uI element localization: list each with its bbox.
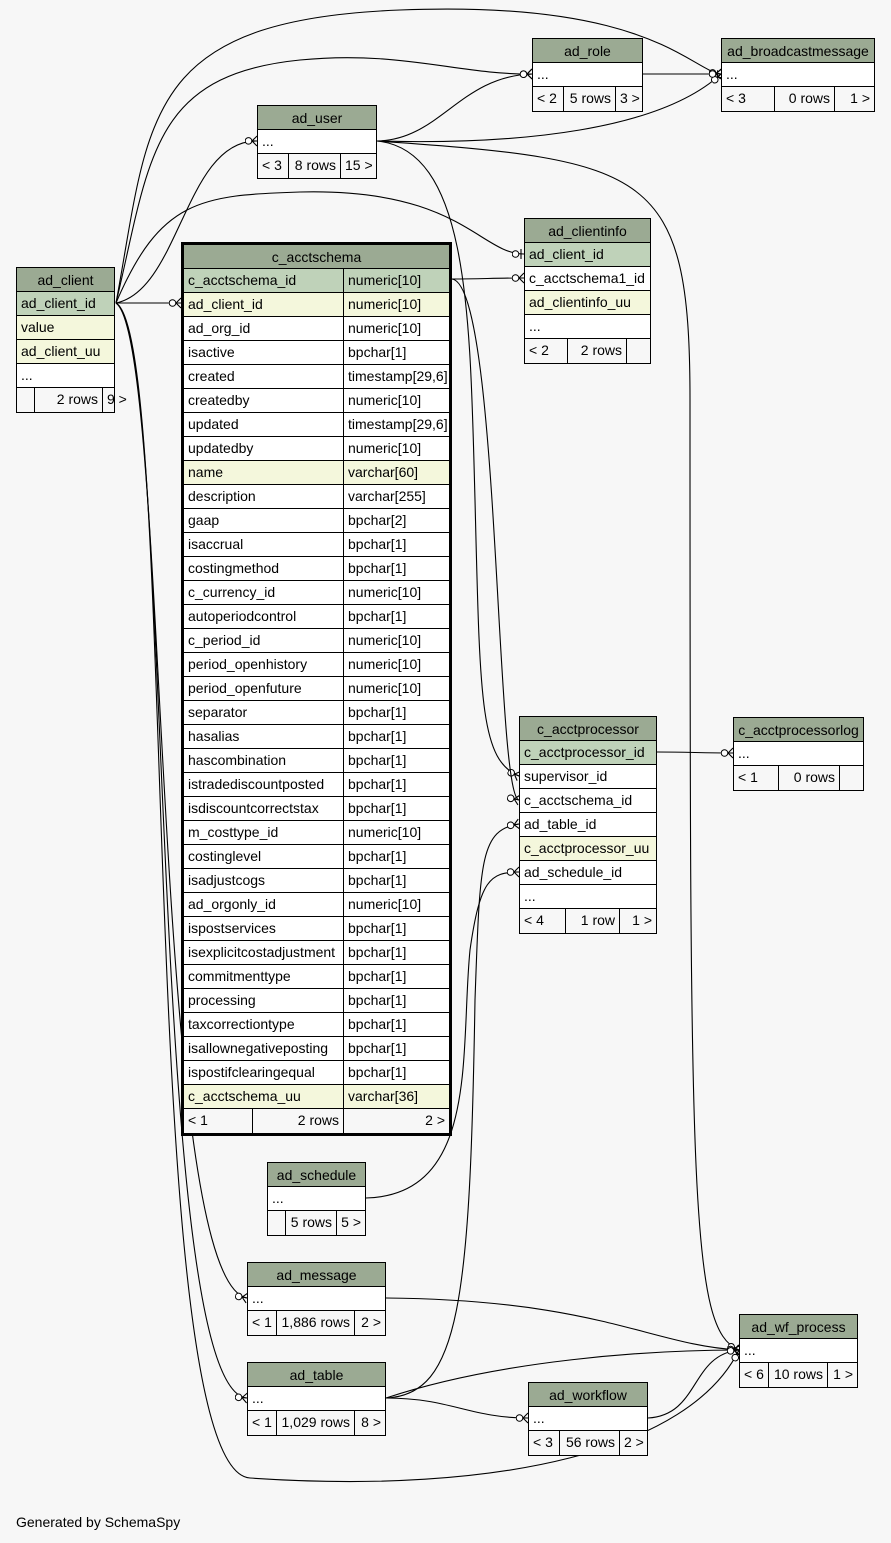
column-name: ... bbox=[726, 66, 738, 82]
edge-ad_user-ad_role bbox=[377, 74, 532, 141]
column-name: supervisor_id bbox=[524, 768, 608, 784]
column-name: ... bbox=[744, 1342, 756, 1358]
column-name: costinglevel bbox=[188, 848, 262, 864]
column-name: isactive bbox=[188, 344, 235, 360]
column-name: commitmenttype bbox=[188, 968, 291, 984]
table-header[interactable]: c_acctprocessorlog bbox=[734, 718, 863, 742]
column-type: timestamp[29,6] bbox=[343, 413, 449, 437]
column-row[interactable] bbox=[17, 316, 114, 340]
children-count[interactable] bbox=[839, 766, 863, 790]
column-row[interactable] bbox=[184, 1037, 449, 1061]
column-row[interactable] bbox=[520, 813, 656, 837]
column-row[interactable] bbox=[184, 1061, 449, 1085]
parents-count[interactable]: < 3 bbox=[726, 90, 746, 106]
table-header[interactable]: c_acctprocessor bbox=[520, 717, 656, 741]
column-row[interactable] bbox=[184, 869, 449, 893]
column-row[interactable] bbox=[184, 557, 449, 581]
children-count[interactable] bbox=[626, 339, 650, 363]
row-count[interactable]: 0 rows bbox=[778, 766, 839, 790]
column-name: c_acctschema_id bbox=[524, 792, 633, 808]
column-row[interactable] bbox=[184, 437, 449, 461]
column-row[interactable] bbox=[520, 861, 656, 885]
children-count[interactable]: 8 > bbox=[354, 1411, 385, 1435]
children-count[interactable]: 9 > bbox=[102, 388, 114, 412]
parents-count[interactable]: < 3 bbox=[533, 1434, 553, 1450]
column-row[interactable] bbox=[184, 509, 449, 533]
column-name: updatedby bbox=[188, 440, 254, 456]
column-name: ad_client_id bbox=[529, 246, 604, 262]
column-row[interactable] bbox=[734, 742, 863, 766]
column-type: bpchar[1] bbox=[343, 869, 449, 893]
parents-count[interactable]: < 6 bbox=[744, 1366, 764, 1382]
table-c_acctprocessorlog[interactable] bbox=[733, 717, 864, 791]
row-count[interactable]: 1 row bbox=[565, 909, 619, 933]
column-name: isexplicitcostadjustment bbox=[188, 944, 336, 960]
table-footer bbox=[525, 339, 650, 363]
table-ad_user[interactable] bbox=[257, 105, 377, 179]
table-header[interactable]: ad_message bbox=[248, 1263, 385, 1287]
column-name: ... bbox=[262, 133, 274, 149]
column-name: ad_client_id bbox=[21, 295, 96, 311]
column-type: bpchar[1] bbox=[343, 533, 449, 557]
column-row[interactable] bbox=[184, 413, 449, 437]
table-ad_broadcastmessage[interactable] bbox=[721, 38, 875, 112]
edge-ad_table-ad_workflow bbox=[386, 1398, 528, 1418]
column-name: period_openhistory bbox=[188, 656, 308, 672]
table-ad_table[interactable] bbox=[247, 1362, 386, 1436]
column-name: istradediscountposted bbox=[188, 776, 325, 792]
table-ad_wf_process[interactable] bbox=[739, 1314, 858, 1388]
column-row[interactable] bbox=[740, 1339, 857, 1363]
parents-count[interactable]: < 1 bbox=[252, 1414, 272, 1430]
column-row[interactable] bbox=[184, 269, 449, 293]
column-type: numeric[10] bbox=[343, 437, 449, 461]
column-row[interactable] bbox=[525, 243, 650, 267]
column-row[interactable] bbox=[184, 653, 449, 677]
column-type: numeric[10] bbox=[343, 389, 449, 413]
column-type: numeric[10] bbox=[343, 269, 449, 293]
children-count[interactable]: 2 > bbox=[619, 1431, 647, 1455]
row-count[interactable]: 5 rows bbox=[563, 87, 615, 111]
table-ad_clientinfo[interactable] bbox=[524, 218, 651, 364]
column-name: isadjustcogs bbox=[188, 872, 266, 888]
column-name: ad_org_id bbox=[188, 320, 251, 336]
table-footer bbox=[248, 1411, 385, 1435]
column-row[interactable] bbox=[184, 389, 449, 413]
column-name: period_openfuture bbox=[188, 680, 302, 696]
edge-c_acctprocessor-c_acctprocessorlog bbox=[657, 752, 733, 753]
column-name: hasalias bbox=[188, 728, 240, 744]
edge-ad_workflow-ad_wf_process bbox=[648, 1350, 739, 1418]
column-name: taxcorrectiontype bbox=[188, 1016, 295, 1032]
column-type: numeric[10] bbox=[343, 653, 449, 677]
table-header[interactable]: ad_workflow bbox=[529, 1383, 647, 1407]
column-row[interactable] bbox=[529, 1407, 647, 1431]
column-name: costingmethod bbox=[188, 560, 280, 576]
column-type: numeric[10] bbox=[343, 677, 449, 701]
parents-count[interactable]: < 2 bbox=[529, 342, 549, 358]
column-name: ad_schedule_id bbox=[524, 864, 623, 880]
column-row[interactable] bbox=[184, 1085, 449, 1109]
column-row[interactable] bbox=[184, 917, 449, 941]
children-count[interactable]: 1 > bbox=[619, 909, 656, 933]
column-name: m_costtype_id bbox=[188, 824, 279, 840]
column-type: numeric[10] bbox=[343, 821, 449, 845]
column-row[interactable] bbox=[520, 837, 656, 861]
column-name: created bbox=[188, 368, 235, 384]
column-type: varchar[60] bbox=[343, 461, 449, 485]
column-name: autoperiodcontrol bbox=[188, 608, 297, 624]
parents-count[interactable]: < 2 bbox=[537, 90, 557, 106]
column-row[interactable] bbox=[184, 773, 449, 797]
column-name: ... bbox=[21, 367, 33, 383]
column-name: name bbox=[188, 464, 224, 480]
column-type: bpchar[1] bbox=[343, 1037, 449, 1061]
column-name: ... bbox=[529, 318, 541, 334]
column-row[interactable] bbox=[520, 885, 656, 909]
column-type: bpchar[1] bbox=[343, 989, 449, 1013]
column-row[interactable] bbox=[17, 364, 114, 388]
column-row[interactable] bbox=[184, 989, 449, 1013]
column-row[interactable] bbox=[184, 533, 449, 557]
column-row[interactable] bbox=[184, 749, 449, 773]
table-footer bbox=[268, 1211, 365, 1235]
column-name: isdiscountcorrectstax bbox=[188, 800, 319, 816]
column-row[interactable] bbox=[722, 63, 874, 87]
column-row[interactable] bbox=[533, 63, 642, 87]
children-count[interactable]: 3 > bbox=[615, 87, 642, 111]
column-name: ... bbox=[533, 1410, 545, 1426]
column-row[interactable] bbox=[184, 941, 449, 965]
column-type: bpchar[1] bbox=[343, 701, 449, 725]
column-name: c_acctprocessor_uu bbox=[524, 840, 650, 856]
table-c_acctprocessor[interactable] bbox=[519, 716, 657, 934]
column-name: createdby bbox=[188, 392, 250, 408]
column-type: bpchar[1] bbox=[343, 605, 449, 629]
row-count[interactable]: 10 rows bbox=[768, 1363, 827, 1387]
column-row[interactable] bbox=[184, 461, 449, 485]
column-type: numeric[10] bbox=[343, 581, 449, 605]
column-type: timestamp[29,6] bbox=[343, 365, 449, 389]
column-row[interactable] bbox=[184, 341, 449, 365]
row-count[interactable]: 0 rows bbox=[774, 87, 834, 111]
table-footer bbox=[529, 1431, 647, 1455]
column-type: bpchar[1] bbox=[343, 725, 449, 749]
column-name: c_acctprocessor_id bbox=[524, 744, 645, 760]
parents-count[interactable]: < 1 bbox=[738, 769, 758, 785]
column-type: bpchar[1] bbox=[343, 941, 449, 965]
column-name: ... bbox=[537, 66, 549, 82]
column-row[interactable] bbox=[184, 677, 449, 701]
column-name: ad_orgonly_id bbox=[188, 896, 276, 912]
row-count[interactable]: 1,886 rows bbox=[276, 1311, 354, 1335]
table-footer bbox=[258, 154, 376, 178]
column-row[interactable] bbox=[520, 741, 656, 765]
column-row[interactable] bbox=[184, 725, 449, 749]
column-row[interactable] bbox=[268, 1187, 365, 1211]
row-count[interactable]: 8 rows bbox=[288, 154, 340, 178]
column-row[interactable] bbox=[520, 789, 656, 813]
row-count[interactable]: 5 rows bbox=[285, 1211, 336, 1235]
table-footer bbox=[734, 766, 863, 790]
children-count[interactable]: 15 > bbox=[340, 154, 376, 178]
column-name: description bbox=[188, 488, 256, 504]
children-count[interactable]: 1 > bbox=[834, 87, 874, 111]
column-type: bpchar[1] bbox=[343, 341, 449, 365]
parents-count[interactable] bbox=[17, 388, 34, 412]
column-row[interactable] bbox=[184, 965, 449, 989]
column-name: c_currency_id bbox=[188, 584, 276, 600]
column-name: separator bbox=[188, 704, 248, 720]
column-name: processing bbox=[188, 992, 256, 1008]
table-header[interactable]: ad_broadcastmessage bbox=[722, 39, 874, 63]
column-name: ... bbox=[272, 1190, 284, 1206]
column-name: ad_clientinfo_uu bbox=[529, 294, 631, 310]
parents-count[interactable] bbox=[268, 1211, 285, 1235]
column-name: c_period_id bbox=[188, 632, 261, 648]
children-count[interactable]: 1 > bbox=[827, 1363, 857, 1387]
column-type: bpchar[1] bbox=[343, 773, 449, 797]
column-row[interactable] bbox=[184, 317, 449, 341]
column-name: ... bbox=[524, 888, 536, 904]
column-type: numeric[10] bbox=[343, 317, 449, 341]
children-count[interactable]: 2 > bbox=[354, 1311, 385, 1335]
column-name: ad_client_id bbox=[188, 296, 263, 312]
column-name: ... bbox=[738, 745, 750, 761]
column-type: bpchar[1] bbox=[343, 965, 449, 989]
column-type: bpchar[1] bbox=[343, 1061, 449, 1085]
column-name: ispostifclearingequal bbox=[188, 1064, 315, 1080]
column-type: numeric[10] bbox=[343, 893, 449, 917]
table-header[interactable]: ad_client bbox=[17, 268, 114, 292]
column-name: gaap bbox=[188, 512, 220, 528]
table-footer bbox=[17, 388, 127, 412]
generated-by-credit: Generated by SchemaSpy bbox=[16, 1514, 181, 1530]
edge-ad_message-ad_wf_process bbox=[386, 1298, 739, 1350]
column-row[interactable] bbox=[184, 629, 449, 653]
column-name: ad_client_uu bbox=[21, 343, 101, 359]
column-row[interactable] bbox=[184, 701, 449, 725]
column-name: ad_table_id bbox=[524, 816, 597, 832]
table-header[interactable]: ad_user bbox=[258, 106, 376, 130]
column-type: bpchar[1] bbox=[343, 797, 449, 821]
row-count[interactable]: 2 rows bbox=[567, 339, 626, 363]
table-footer bbox=[740, 1363, 857, 1387]
column-type: varchar[36] bbox=[343, 1085, 449, 1109]
table-footer bbox=[533, 87, 642, 111]
table-header[interactable]: c_acctschema bbox=[184, 245, 449, 269]
column-row[interactable] bbox=[184, 485, 449, 509]
parents-count[interactable]: < 3 bbox=[262, 157, 282, 173]
column-type: bpchar[1] bbox=[343, 749, 449, 773]
row-count[interactable]: 2 rows bbox=[252, 1109, 343, 1133]
table-header[interactable]: ad_wf_process bbox=[740, 1315, 857, 1339]
table-ad_client[interactable] bbox=[16, 267, 127, 413]
column-type: numeric[10] bbox=[343, 293, 449, 317]
column-name: isaccrual bbox=[188, 536, 244, 552]
column-row[interactable] bbox=[17, 340, 114, 364]
column-type: bpchar[1] bbox=[343, 1013, 449, 1037]
column-name: value bbox=[21, 319, 55, 335]
table-ad_workflow[interactable] bbox=[528, 1382, 648, 1456]
children-count[interactable]: 5 > bbox=[336, 1211, 365, 1235]
column-name: hascombination bbox=[188, 752, 287, 768]
table-ad_schedule[interactable] bbox=[267, 1162, 366, 1236]
column-name: updated bbox=[188, 416, 239, 432]
column-name: ... bbox=[252, 1290, 264, 1306]
column-row[interactable] bbox=[184, 1013, 449, 1037]
column-type: varchar[255] bbox=[343, 485, 449, 509]
column-row[interactable] bbox=[525, 291, 650, 315]
column-row[interactable] bbox=[184, 581, 449, 605]
table-ad_role[interactable] bbox=[532, 38, 643, 112]
column-type: bpchar[1] bbox=[343, 845, 449, 869]
table-footer bbox=[520, 909, 656, 933]
row-count[interactable]: 56 rows bbox=[559, 1431, 619, 1455]
table-header[interactable]: ad_clientinfo bbox=[525, 219, 650, 243]
column-type: numeric[10] bbox=[343, 629, 449, 653]
children-count[interactable]: 2 > bbox=[343, 1109, 449, 1133]
column-row[interactable] bbox=[184, 821, 449, 845]
column-row[interactable] bbox=[184, 293, 449, 317]
table-footer bbox=[248, 1311, 385, 1335]
column-type: bpchar[2] bbox=[343, 509, 449, 533]
table-header[interactable]: ad_role bbox=[533, 39, 642, 63]
column-row[interactable] bbox=[525, 315, 650, 339]
column-row[interactable] bbox=[248, 1287, 385, 1311]
row-count[interactable]: 2 rows bbox=[34, 388, 102, 412]
column-row[interactable] bbox=[184, 605, 449, 629]
column-row[interactable] bbox=[184, 797, 449, 821]
table-footer bbox=[184, 1109, 449, 1133]
column-type: bpchar[1] bbox=[343, 557, 449, 581]
parents-count[interactable]: < 4 bbox=[524, 912, 544, 928]
column-type: bpchar[1] bbox=[343, 917, 449, 941]
table-footer bbox=[722, 87, 874, 111]
table-c_acctschema[interactable] bbox=[181, 242, 452, 1136]
column-name: ... bbox=[252, 1390, 264, 1406]
column-name: isallownegativeposting bbox=[188, 1040, 329, 1056]
column-row[interactable] bbox=[525, 267, 650, 291]
table-header[interactable]: ad_schedule bbox=[268, 1163, 365, 1187]
column-name: c_acctschema1_id bbox=[529, 270, 645, 286]
table-ad_message[interactable] bbox=[247, 1262, 386, 1336]
column-name: c_acctschema_uu bbox=[188, 1088, 301, 1104]
column-row[interactable] bbox=[184, 845, 449, 869]
column-row[interactable] bbox=[184, 365, 449, 389]
row-count[interactable]: 1,029 rows bbox=[276, 1411, 354, 1435]
parents-count[interactable]: < 1 bbox=[252, 1314, 272, 1330]
column-name: c_acctschema_id bbox=[188, 272, 297, 288]
parents-count[interactable]: < 1 bbox=[188, 1112, 208, 1128]
column-row[interactable] bbox=[17, 292, 114, 316]
column-row[interactable] bbox=[258, 130, 376, 154]
column-row[interactable] bbox=[184, 893, 449, 917]
column-row[interactable] bbox=[248, 1387, 385, 1411]
column-row[interactable] bbox=[520, 765, 656, 789]
edge-c_acctschema-c_acctprocessor bbox=[452, 279, 519, 800]
column-name: ispostservices bbox=[188, 920, 276, 936]
table-header[interactable]: ad_table bbox=[248, 1363, 385, 1387]
